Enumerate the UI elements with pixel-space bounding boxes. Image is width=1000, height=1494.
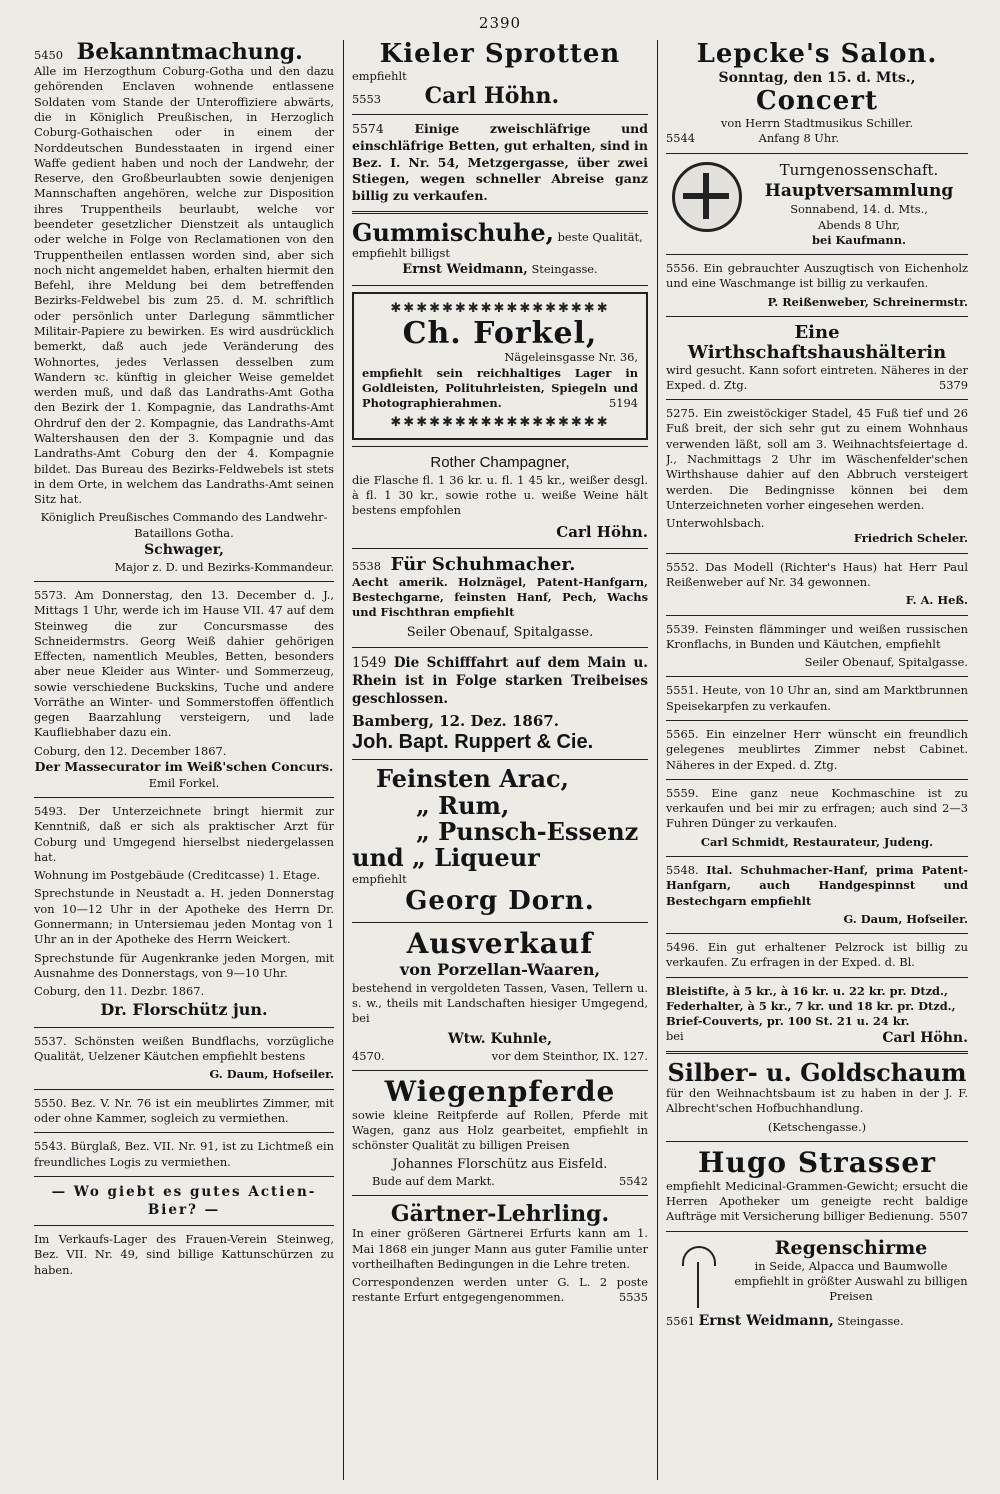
- ad-line-couverts: Brief-Couverts, pr. 100 St. 21 u. 24 kr.: [666, 1014, 910, 1029]
- ad-schuhmacher-hanf: [666, 863, 968, 927]
- ad-name: Georg Dorn.: [405, 886, 595, 917]
- ad-body: Ital. Schuhmacher-Hanf, prima Patent-Hanfgarn, auch Handgespinnst und Bestechgarn empfiehlt: [666, 862, 968, 908]
- divider: [666, 316, 968, 317]
- ad-title: Für Schuhmacher.: [390, 553, 576, 575]
- ad-signature: Carl Schmidt, Restaurateur, Judeng.: [700, 834, 934, 849]
- ad-body: wird gesucht. Kann sofort eintreten. Näheres in der Exped. d. Ztg.: [666, 362, 968, 392]
- ad-number: 5537.: [34, 1033, 67, 1048]
- ad-title: Wiegenpferde: [384, 1074, 616, 1108]
- ad-line-liqueur: und „ Liqueur: [352, 843, 540, 873]
- ad-text: bei: [666, 1029, 684, 1044]
- divider: [666, 615, 968, 616]
- divider: [34, 581, 334, 582]
- ad-title: Ausverkauf: [406, 926, 594, 960]
- ad-event: Concert: [755, 86, 879, 117]
- ad-signature: Seiler Obenauf, Spitalgasse.: [406, 624, 594, 640]
- turner-cross-icon: [672, 162, 742, 232]
- ad-kochmaschine: [666, 786, 968, 850]
- ad-title: Turngenossenschaft.: [779, 160, 939, 179]
- divider: [666, 676, 968, 677]
- ad-actien-bier: — Wo giebt es gutes Actien-Bier? —: [51, 1183, 317, 1218]
- ad-hours: Sprechstunde in Neustadt a. H. jeden Donnerstag von 10—12 Uhr in der Apotheke des Herrn Dr. Gonnermann; in Untersiemau jeden Montag von 1 Uhr an in der Apotheke des Herrn Weickert.: [34, 886, 334, 947]
- divider: [352, 446, 648, 447]
- ad-date: Sonntag, den 15. d. Mts.,: [718, 69, 916, 86]
- ad-subtitle: (Ketschengasse.): [767, 1119, 867, 1134]
- ad-signature: Dr. Florschütz jun.: [100, 1000, 268, 1020]
- ad-schuhmacher: [352, 555, 648, 641]
- ad-signature-name: Emil Forkel.: [148, 775, 220, 790]
- ad-gummischuhe: [352, 217, 648, 279]
- divider: [34, 1027, 334, 1028]
- ad-place: bei Kaufmann.: [812, 232, 906, 247]
- ad-body: Ein gebrauchter Auszugtisch von Eichenholz und eine Waschmange ist billig zu verkaufen.: [666, 261, 968, 291]
- ad-signature: P. Reißenweber, Schreinermstr.: [767, 294, 968, 309]
- ad-text: Correspondenzen werden unter G. L. 2 poste restante Erfurt entgegengenommen.: [352, 1275, 648, 1305]
- ad-number: 5275.: [666, 406, 699, 421]
- ad-body: Ein einzelner Herr wünscht ein freundlich gelegenes meublirtes Zimmer nebst Cabinet. Näheres in der Exped. d. Ztg.: [666, 726, 968, 772]
- ad-body: Im Verkaufs-Lager des Frauen-Verein Steinweg, Bez. VII. Nr. 49, sind billige Kattunschürzen zu haben.: [34, 1232, 334, 1277]
- ad-zimmer: [34, 1096, 334, 1127]
- divider: [666, 779, 968, 780]
- divider: [666, 1051, 968, 1054]
- divider: [352, 647, 648, 648]
- ad-body: Der Unterzeichnete bringt hiermit zur Kenntniß, daß er sich als praktischer Arzt für Coburg und Umgegend hierselbst niedergelassen hat.: [34, 804, 334, 864]
- ad-body: Am Donnerstag, den 13. December d. J., Mittags 1 Uhr, werde ich im Hause VII. 47 auf dem Steinweg die zur Concursmasse des Schneidermstrs. Georg Weiß dahier gehörigen Effecten, namentlich Meubles, Betten, besonders aber neue Kleider aus Winter- und Sommerzeug, sowie verschiedene Buckskins, Tuche und andere Vorräthe an Winter- und Sommerstoffen öffentlich gegen Baarzahlung versteigern, und lade Kaufliebhaber dazu ein.: [34, 587, 334, 740]
- ad-number: 1549: [352, 654, 387, 671]
- ad-body: Alle im Herzogthum Coburg-Gotha und den dazu gehörenden Enclaven wohnende entlassene Soldaten vom Stande der Unteroffiziere abwärts, die in Königlich Preußischen, in Herzoglich Coburg-Gothaischen oder in einem der Norddeutschen Bundesstaaten in irgend einer Waffe gedient haben und noch der Landwehr, der Reserve, den Großbeurlaubten sowie denjenigen Mannschaften angehören, welche zur Disposition ihres Truppentheils beurlaubt, welche vor beendeter gesetzlicher Dienstzeit als untauglich oder welche in Folge von Reclamationen von den Truppentheilen entlassen worden sind, aber sich noch nicht angemeldet haben, erhalten hiermit den Befehl, ihre Meldung bei dem betreffenden Bezirks-Feldwebel bis zum 25. d. M. schriftlich oder persönlich unter Darlegung sämmtlicher Militair-Papiere zu bewirken. Es wird ausdrücklich bemerkt, daß auch jede Veränderung des Wohnortes, jedes Verlassen desselben zum Wandern ꝛc. künftig in gleicher Weise gemeldet werden muß, und daß das Landraths-Amt Gotha den Bezirk der 1. Kompagnie, das Landraths-Amt Ohrdruf den der 2. Kompagnie, das Landraths-Amt Waltershausen den der 3. Kompagnie und das Landraths-Amt Coburg den der 4. Kompagnie bildet. Das Bureau des Bezirks-Feldwebels ist stets in dem Orte, in welchem das Landraths-Amt seinen Sitz hat.: [34, 64, 334, 507]
- ad-number: 5561: [666, 1313, 695, 1328]
- divider: [666, 977, 968, 978]
- ad-arzt: [34, 804, 334, 1021]
- ad-kronflachs: [666, 622, 968, 671]
- ad-number: 4570.: [352, 1048, 385, 1063]
- ad-line-rum: „ Rum,: [416, 790, 510, 820]
- divider: [666, 553, 968, 554]
- ad-line-arac: Feinsten Arac,: [376, 764, 570, 794]
- divider: [352, 114, 648, 115]
- ad-body: Bez. V. Nr. 76 ist ein meublirtes Zimmer, mit oder ohne Kammer, sogleich zu vermiethen.: [34, 1095, 334, 1125]
- ad-modell: [666, 560, 968, 609]
- ad-location: Bude auf dem Markt.: [372, 1173, 495, 1188]
- column-right: [666, 40, 968, 1480]
- ad-line-bleistifte: Bleistifte, à 5 kr., à 16 kr. u. 22 kr. pr. Dtzd.,: [666, 983, 948, 998]
- ad-line-federhalter: Federhalter, à 5 kr., 7 kr. und 18 kr. pr. Dtzd.,: [666, 998, 956, 1013]
- ad-number: 5559.: [666, 785, 699, 800]
- ad-number: 5379: [939, 377, 968, 392]
- ad-title: Bekanntmachung.: [76, 40, 303, 65]
- ad-text: empfiehlt: [352, 871, 407, 886]
- ad-text: von Herrn Stadtmusikus Schiller.: [720, 115, 914, 130]
- ad-name: Wtw. Kuhnle,: [447, 1030, 553, 1047]
- ad-number: 5573.: [34, 587, 67, 602]
- ad-body: Ein zweistöckiger Stadel, 45 Fuß tief und 26 Fuß breit, der sich sehr gut zu einem Wohnhaus verwenden läßt, soll am 3. Weihnachtsfeiertage d. J., Nachmittags 2 Uhr im Wäschenfelder'schen Wirthshause dahier auf den Abbruch versteigert werden. Die Bedingnisse können bei dem Unterzeichneten vorher eingesehen werden.: [666, 406, 968, 512]
- ad-schifffahrt: [352, 654, 648, 753]
- ad-event: Hauptversammlung: [764, 180, 954, 201]
- ad-street: Steingasse.: [531, 262, 598, 277]
- column-rule-left: [343, 40, 344, 1480]
- ad-bundflachs: [34, 1034, 334, 1083]
- ad-number: 5450: [34, 48, 63, 62]
- ornament-border: ✱✱✱✱✱✱✱✱✱✱✱✱✱✱✱✱✱: [390, 300, 610, 316]
- ad-body: Eine ganz neue Kochmaschine ist zu verkaufen und bei mir zu erfragen; auch sind 2—3 Fuhren Dünger zu verkaufen.: [666, 785, 968, 831]
- ad-date: Coburg, den 11. Dezbr. 1867.: [34, 984, 205, 999]
- ad-silberschaum: [666, 1057, 968, 1135]
- divider: [352, 285, 648, 286]
- ad-ausverkauf: [352, 926, 648, 1064]
- divider: [666, 933, 968, 934]
- column-middle: [352, 40, 648, 1480]
- ad-signature: F. A. Heß.: [905, 593, 968, 608]
- ad-number: 5542: [619, 1173, 648, 1188]
- ad-turngenossenschaft: [666, 160, 968, 249]
- divider: [666, 1141, 968, 1142]
- ad-signature: Friedrich Scheler.: [853, 531, 968, 546]
- ad-number: 5565.: [666, 726, 699, 741]
- ad-number: 5551.: [666, 683, 699, 698]
- divider: [666, 1231, 968, 1232]
- ad-number: 5539.: [666, 621, 699, 636]
- ad-body: Die Schifffahrt auf dem Main u. Rhein ist in Folge starken Treibeises geschlossen.: [352, 654, 648, 708]
- ad-number: 5538: [352, 558, 381, 573]
- ad-body: Schönsten weißen Bundflachs, vorzügliche Qualität, Uelzener Käutchen empfiehlt bestens: [34, 1033, 334, 1064]
- ad-number: 5496.: [666, 940, 699, 955]
- ad-body: Das Modell (Richter's Haus) hat Herr Paul Reißenweber auf Nr. 34 gewonnen.: [666, 559, 968, 590]
- ad-zimmer-gesucht: [666, 727, 968, 773]
- divider: [666, 399, 968, 400]
- ad-betten: [352, 121, 648, 205]
- divider: [352, 548, 648, 549]
- ad-bekanntmachung: [34, 40, 334, 575]
- ad-date: Bamberg, 12. Dez. 1867.: [352, 712, 559, 731]
- divider: [666, 720, 968, 721]
- ad-body: für den Weihnachtsbaum ist zu haben in der J. F. Albrecht'schen Hofbuchhandlung.: [666, 1086, 968, 1116]
- ad-number: 5548.: [666, 862, 699, 877]
- ad-signature: Joh. Bapt. Ruppert & Cie.: [352, 731, 594, 754]
- ad-subtitle: von Porzellan-Waaren,: [399, 960, 601, 980]
- ad-title: Regenschirme: [774, 1236, 928, 1259]
- ad-number: 5553: [352, 91, 381, 106]
- ad-pelzrock: [666, 940, 968, 971]
- ad-address: Nägeleinsgasse Nr. 36,: [504, 350, 638, 365]
- ad-number: 5556.: [666, 261, 699, 276]
- ad-name: Ernst Weidmann,: [698, 1312, 834, 1329]
- ad-signature: G. Daum, Hofseiler.: [843, 911, 968, 926]
- column-left: [34, 40, 334, 1480]
- ad-address: Wohnung im Postgebäude (Creditcasse) 1. Etage.: [34, 868, 321, 883]
- ad-name: Carl Höhn.: [424, 82, 560, 109]
- ad-lepcke: [666, 40, 968, 147]
- ad-bleistifte: [666, 984, 968, 1045]
- divider: [666, 153, 968, 154]
- ad-address: vor dem Steinthor, IX. 127.: [491, 1048, 648, 1063]
- ad-time: Abends 8 Uhr,: [818, 217, 900, 232]
- ad-body: in Seide, Alpacca und Baumwolle empfiehlt in größter Auswahl zu billigen Preisen: [734, 1258, 968, 1304]
- ad-signature: Königlich Preußisches Commando des Landwehr-Bataillons Gotha.: [40, 510, 328, 540]
- ad-location: Unterwohlsbach.: [666, 516, 765, 531]
- ad-arac: [352, 766, 648, 915]
- ad-number: 5507: [939, 1209, 968, 1224]
- ad-body: Feinsten flämminger und weißen russischen Kronflachs, in Bunden und Käutchen, empfiehlt: [666, 621, 968, 651]
- ad-body: In einer größeren Gärtnerei Erfurts kann am 1. Mai 1868 ein junger Mann aus guter Familie unter vortheilhaften Bedingungen in die Lehre treten.: [352, 1226, 648, 1271]
- ad-body: Aecht amerik. Holznägel, Patent-Hanfgarn, Bestechgarne, feinsten Hanf, Pech, Wachs und Fischthran empfiehlt: [352, 574, 648, 620]
- ad-number: 5552.: [666, 559, 699, 574]
- divider: [34, 1225, 334, 1226]
- divider: [352, 759, 648, 760]
- ad-name: Johannes Florschütz aus Eisfeld.: [392, 1157, 608, 1173]
- divider: [352, 1070, 648, 1071]
- ad-title: Hugo Strasser: [698, 1146, 936, 1179]
- ad-body: Bürglaß, Bez. VII. Nr. 91, ist zu Lichtmeß ein freundliches Logis zu vermiethen.: [34, 1139, 334, 1169]
- divider: [666, 856, 968, 857]
- ad-text: empfiehlt: [352, 68, 407, 83]
- divider: [352, 922, 648, 923]
- page-number: 2390: [478, 14, 522, 32]
- ad-line-punsch: „ Punsch-Essenz: [416, 817, 639, 847]
- ad-body: bestehend in vergoldeten Tassen, Vasen, Tellern u. s. w., theils mit Landschaften hiesiger Umgegend, bei: [352, 980, 648, 1026]
- ad-speisekarpfen: [666, 683, 968, 714]
- divider: [352, 211, 648, 214]
- ad-title: Gummischuhe,: [352, 217, 554, 247]
- ad-wiegenpferde: [352, 1074, 648, 1189]
- ad-auszugtisch: [666, 261, 968, 310]
- ad-title: Ch. Forkel,: [402, 316, 598, 352]
- ad-champagner: [352, 453, 648, 542]
- ad-number: 5543.: [34, 1139, 67, 1154]
- ad-title: Gärtner-Lehrling.: [390, 1201, 610, 1228]
- ad-gaertner: [352, 1202, 648, 1306]
- divider: [352, 1195, 648, 1196]
- ad-time: Anfang 8 Uhr.: [758, 131, 840, 146]
- divider: [34, 1176, 334, 1177]
- ad-body: Einige zweischläfrige und einschläfrige Betten, gut erhalten, sind in Bez. I. Nr. 54, Metzgergasse, über zwei Stiegen, wegen schneller Abreise ganz billig zu verkaufen.: [352, 121, 648, 204]
- ad-kieler-sprotten: [352, 40, 648, 108]
- ad-hours-eye: Sprechstunde für Augenkranke jeden Morgen, mit Ausnahme des Donnerstags, von 9—10 Uhr.: [34, 950, 334, 980]
- umbrella-icon: [672, 1242, 726, 1312]
- ad-number: 5544: [666, 131, 695, 146]
- column-rule-right: [657, 40, 658, 1480]
- ad-stadel: [666, 406, 968, 547]
- ad-haushaelterin: [666, 323, 968, 393]
- ad-title: Lepcke's Salon.: [696, 40, 938, 69]
- ad-hugo-strasser: [666, 1148, 968, 1225]
- ad-body: die Flasche fl. 1 36 kr. u. fl. 1 45 kr., weißer desgl. à fl. 1 30 kr., sowie rothe u. weiße Weine hält bestens empfohlen: [352, 472, 648, 518]
- ad-signature: G. Daum, Hofseiler.: [209, 1067, 334, 1082]
- divider: [666, 254, 968, 255]
- ad-body: empfiehlt Medicinal-Grammen-Gewicht; ersucht die Herren Apotheker um geneigte recht baldige Aufträge mit Versicherung billiger Bedienung.: [666, 1178, 968, 1224]
- ad-regenschirme: [666, 1238, 968, 1331]
- ad-signature-name: Schwager,: [144, 541, 224, 558]
- divider: [34, 1132, 334, 1133]
- ad-body: Ein gut erhaltener Pelzrock ist billig zu verkaufen. Zu erfragen in der Exped. d. Bl.: [666, 940, 968, 970]
- ad-name: Carl Höhn.: [882, 1030, 968, 1047]
- ad-text: beste Qualität, empfiehlt billigst: [352, 229, 643, 261]
- ad-body: Heute, von 10 Uhr an, sind am Marktbrunnen Speisekarpfen zu verkaufen.: [666, 683, 968, 713]
- ad-number: 5574: [352, 121, 384, 137]
- ad-title: Rother Champagner,: [430, 453, 570, 471]
- ad-body: empfiehlt sein reichhaltiges Lager in Goldleisten, Polituhrleisten, Spiegeln und Photographierahmen.: [362, 365, 638, 411]
- ad-signature-title: Major z. D. und Bezirks-Kommandeur.: [114, 559, 334, 574]
- divider: [34, 797, 334, 798]
- ad-frauen-verein: [34, 1232, 334, 1278]
- ad-signature: Der Massecurator im Weiß'schen Concurs.: [34, 759, 334, 775]
- ad-number: 5535: [619, 1290, 648, 1305]
- ad-title: Kieler Sprotten: [379, 40, 621, 69]
- ornament-border: ✱✱✱✱✱✱✱✱✱✱✱✱✱✱✱✱✱: [390, 415, 610, 431]
- ad-title: Eine Wirthschaftshaushälterin: [687, 322, 947, 363]
- ad-street: Steingasse.: [837, 1313, 904, 1328]
- divider: [34, 1089, 334, 1090]
- ad-body: sowie kleine Reitpferde auf Rollen, Pferde mit Wagen, ganz aus Holz gearbeitet, empfiehlt in schönster Qualität zu billigen Preisen: [352, 1107, 648, 1153]
- ad-forkel: [352, 292, 648, 440]
- ad-date: Sonnabend, 14. d. Mts.,: [790, 202, 928, 217]
- ad-date: Coburg, den 12. December 1867.: [34, 743, 227, 758]
- ad-name: Ernst Weidmann,: [402, 262, 528, 278]
- ad-logis: [34, 1139, 334, 1170]
- ad-title: Silber- u. Goldschaum: [667, 1057, 967, 1087]
- ad-number: 5493.: [34, 804, 67, 819]
- ad-versteigerung: [34, 588, 334, 791]
- ad-signature: Seiler Obenauf, Spitalgasse.: [804, 655, 968, 670]
- ad-number: 5194: [609, 396, 638, 411]
- ad-name: Carl Höhn.: [556, 522, 648, 541]
- ad-number: 5550.: [34, 1095, 67, 1110]
